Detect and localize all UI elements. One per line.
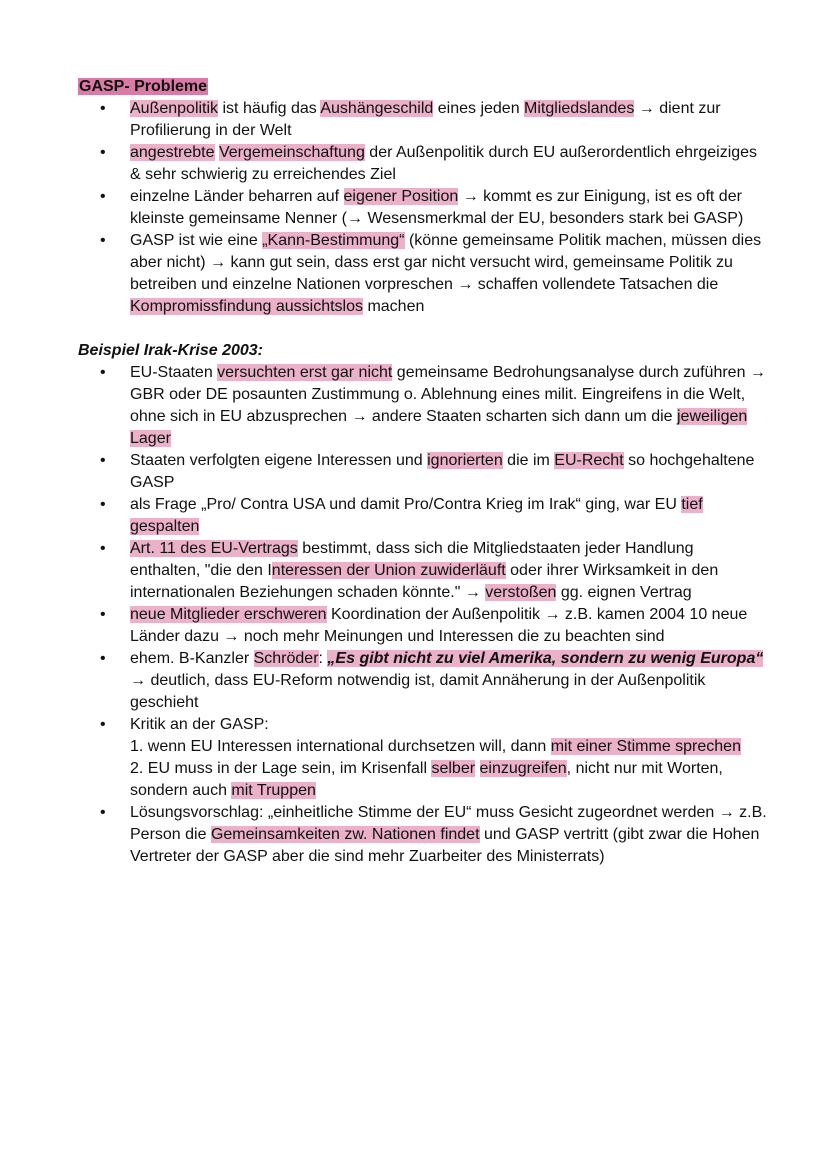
list-item: • Staaten verfolgten eigene Interessen und ignorierten die im EU-Recht so hochgehaltene GASP: [78, 450, 768, 494]
section-title-gasp-probleme: [78, 76, 768, 98]
list-item: • neue Mitglieder erschweren Koordination der Außenpolitik → z.B. kamen 2004 10 neue Länder dazu → noch mehr Meinungen und Interessen die zu beachten sind: [78, 604, 768, 648]
highlighted-text: mit Truppen: [231, 782, 316, 799]
highlighted-text: Kompromissfindung aussichtslos: [130, 298, 363, 315]
highlighted-text: einzugreifen: [479, 760, 567, 777]
highlighted-text: angestrebte: [130, 144, 215, 161]
highlighted-text: Vergemeinschaftung: [218, 144, 365, 161]
highlighted-text: Mitgliedslandes: [524, 100, 635, 117]
section-title-irak-krise: Beispiel Irak-Krise 2003:: [78, 342, 263, 359]
highlighted-text: EU-Recht: [554, 452, 624, 469]
highlighted-text: eigener Position: [343, 188, 459, 205]
highlighted-text: Art. 11 des EU-Vertrags: [130, 540, 298, 557]
highlighted-text: tief gespalten: [130, 496, 703, 535]
highlighted-text: versuchten erst gar nicht: [217, 364, 393, 381]
highlighted-text: „Kann-Bestimmung“: [262, 232, 405, 249]
highlighted-text: mit einer Stimme sprechen: [550, 738, 741, 755]
list-item: • EU-Staaten versuchten erst gar nicht gemeinsame Bedrohungsanalyse durch zuführen → GBR oder DE posaunten Zustimmung o. Ablehnung eines milit. Eingreifens in die Welt, ohne sich in EU abzusprechen → andere Staaten scharten sich dann um die jeweiligen Lager: [78, 362, 768, 450]
highlighted-text: Gemeinsamkeiten zw. Nationen findet: [210, 826, 480, 843]
list-item: • Außenpolitik ist häufig das Aushängeschild eines jeden Mitgliedslandes → dient zur Profilierung in der Welt: [78, 98, 768, 142]
list-item: • GASP ist wie eine „Kann-Bestimmung“ (könne gemeinsame Politik machen, müssen dies aber nicht) → kann gut sein, dass erst gar nicht versucht wird, gemeinsame Politik zu betreiben und einzelne Nationen vorpreschen → schaffen vollendete Tatsachen die Kompromissfindung aussichtslos machen: [78, 230, 768, 318]
highlighted-text: Außenpolitik: [130, 100, 219, 117]
list-item: • Lösungsvorschlag: „einheitliche Stimme der EU“ muss Gesicht zugeordnet werden → z.B. Person die Gemeinsamkeiten zw. Nationen findet und GASP vertritt (gibt zwar die Hohen Vertreter der GASP aber die sind mehr Zuarbeiter des Ministerrats): [78, 802, 768, 868]
list-item: • als Frage „Pro/ Contra USA und damit Pro/Contra Krieg im Irak“ ging, war EU tief gespalten: [78, 494, 768, 538]
list-item: • ehem. B-Kanzler Schröder: „Es gibt nicht zu viel Amerika, sondern zu wenig Europa“ → deutlich, dass EU-Reform notwendig ist, damit Annäherung in der Außenpolitik geschieht: [78, 648, 768, 714]
highlighted-text: neue Mitglieder erschweren: [130, 606, 327, 623]
example-list: [78, 362, 768, 868]
highlighted-text: jeweiligen Lager: [130, 408, 748, 447]
highlighted-text: verstoßen: [485, 584, 557, 601]
highlighted-text: Schröder: [253, 650, 319, 667]
list-item: • angestrebte Vergemeinschaftung der Außenpolitik durch EU außerordentlich ehrgeiziges & sehr schwierig zu erreichendes Ziel: [78, 142, 768, 186]
highlighted-text: selber: [431, 760, 476, 777]
highlighted-text: „Es gibt nicht zu viel Amerika, sondern zu wenig Europa“: [327, 650, 764, 667]
problem-list: [78, 98, 768, 318]
highlighted-text: Aushängeschild: [320, 100, 434, 117]
list-item: • Art. 11 des EU-Vertrags bestimmt, dass sich die Mitgliedstaaten jeder Handlung enthalten, "die den Interessen der Union zuwiderläuft oder ihrer Wirksamkeit in den internationalen Beziehungen schaden könnte." → verstoßen gg. eignen Vertrag: [78, 538, 768, 604]
highlighted-text: ignorierten: [427, 452, 503, 469]
section-title-text: GASP- Probleme: [79, 78, 208, 95]
list-item: • Kritik an der GASP: 1. wenn EU Interessen international durchsetzen will, dann mit einer Stimme sprechen 2. EU muss in der Lage sein, im Krisenfall selber einzugreifen, nicht nur mit Worten, sondern auch mit Truppen: [78, 714, 768, 802]
highlighted-text: nteressen der Union zuwiderläuft: [271, 562, 506, 579]
list-item: • einzelne Länder beharren auf eigener Position → kommt es zur Einigung, ist es oft der kleinste gemeinsame Nenner (→ Wesensmerkmal der EU, besonders stark bei GASP): [78, 186, 768, 230]
